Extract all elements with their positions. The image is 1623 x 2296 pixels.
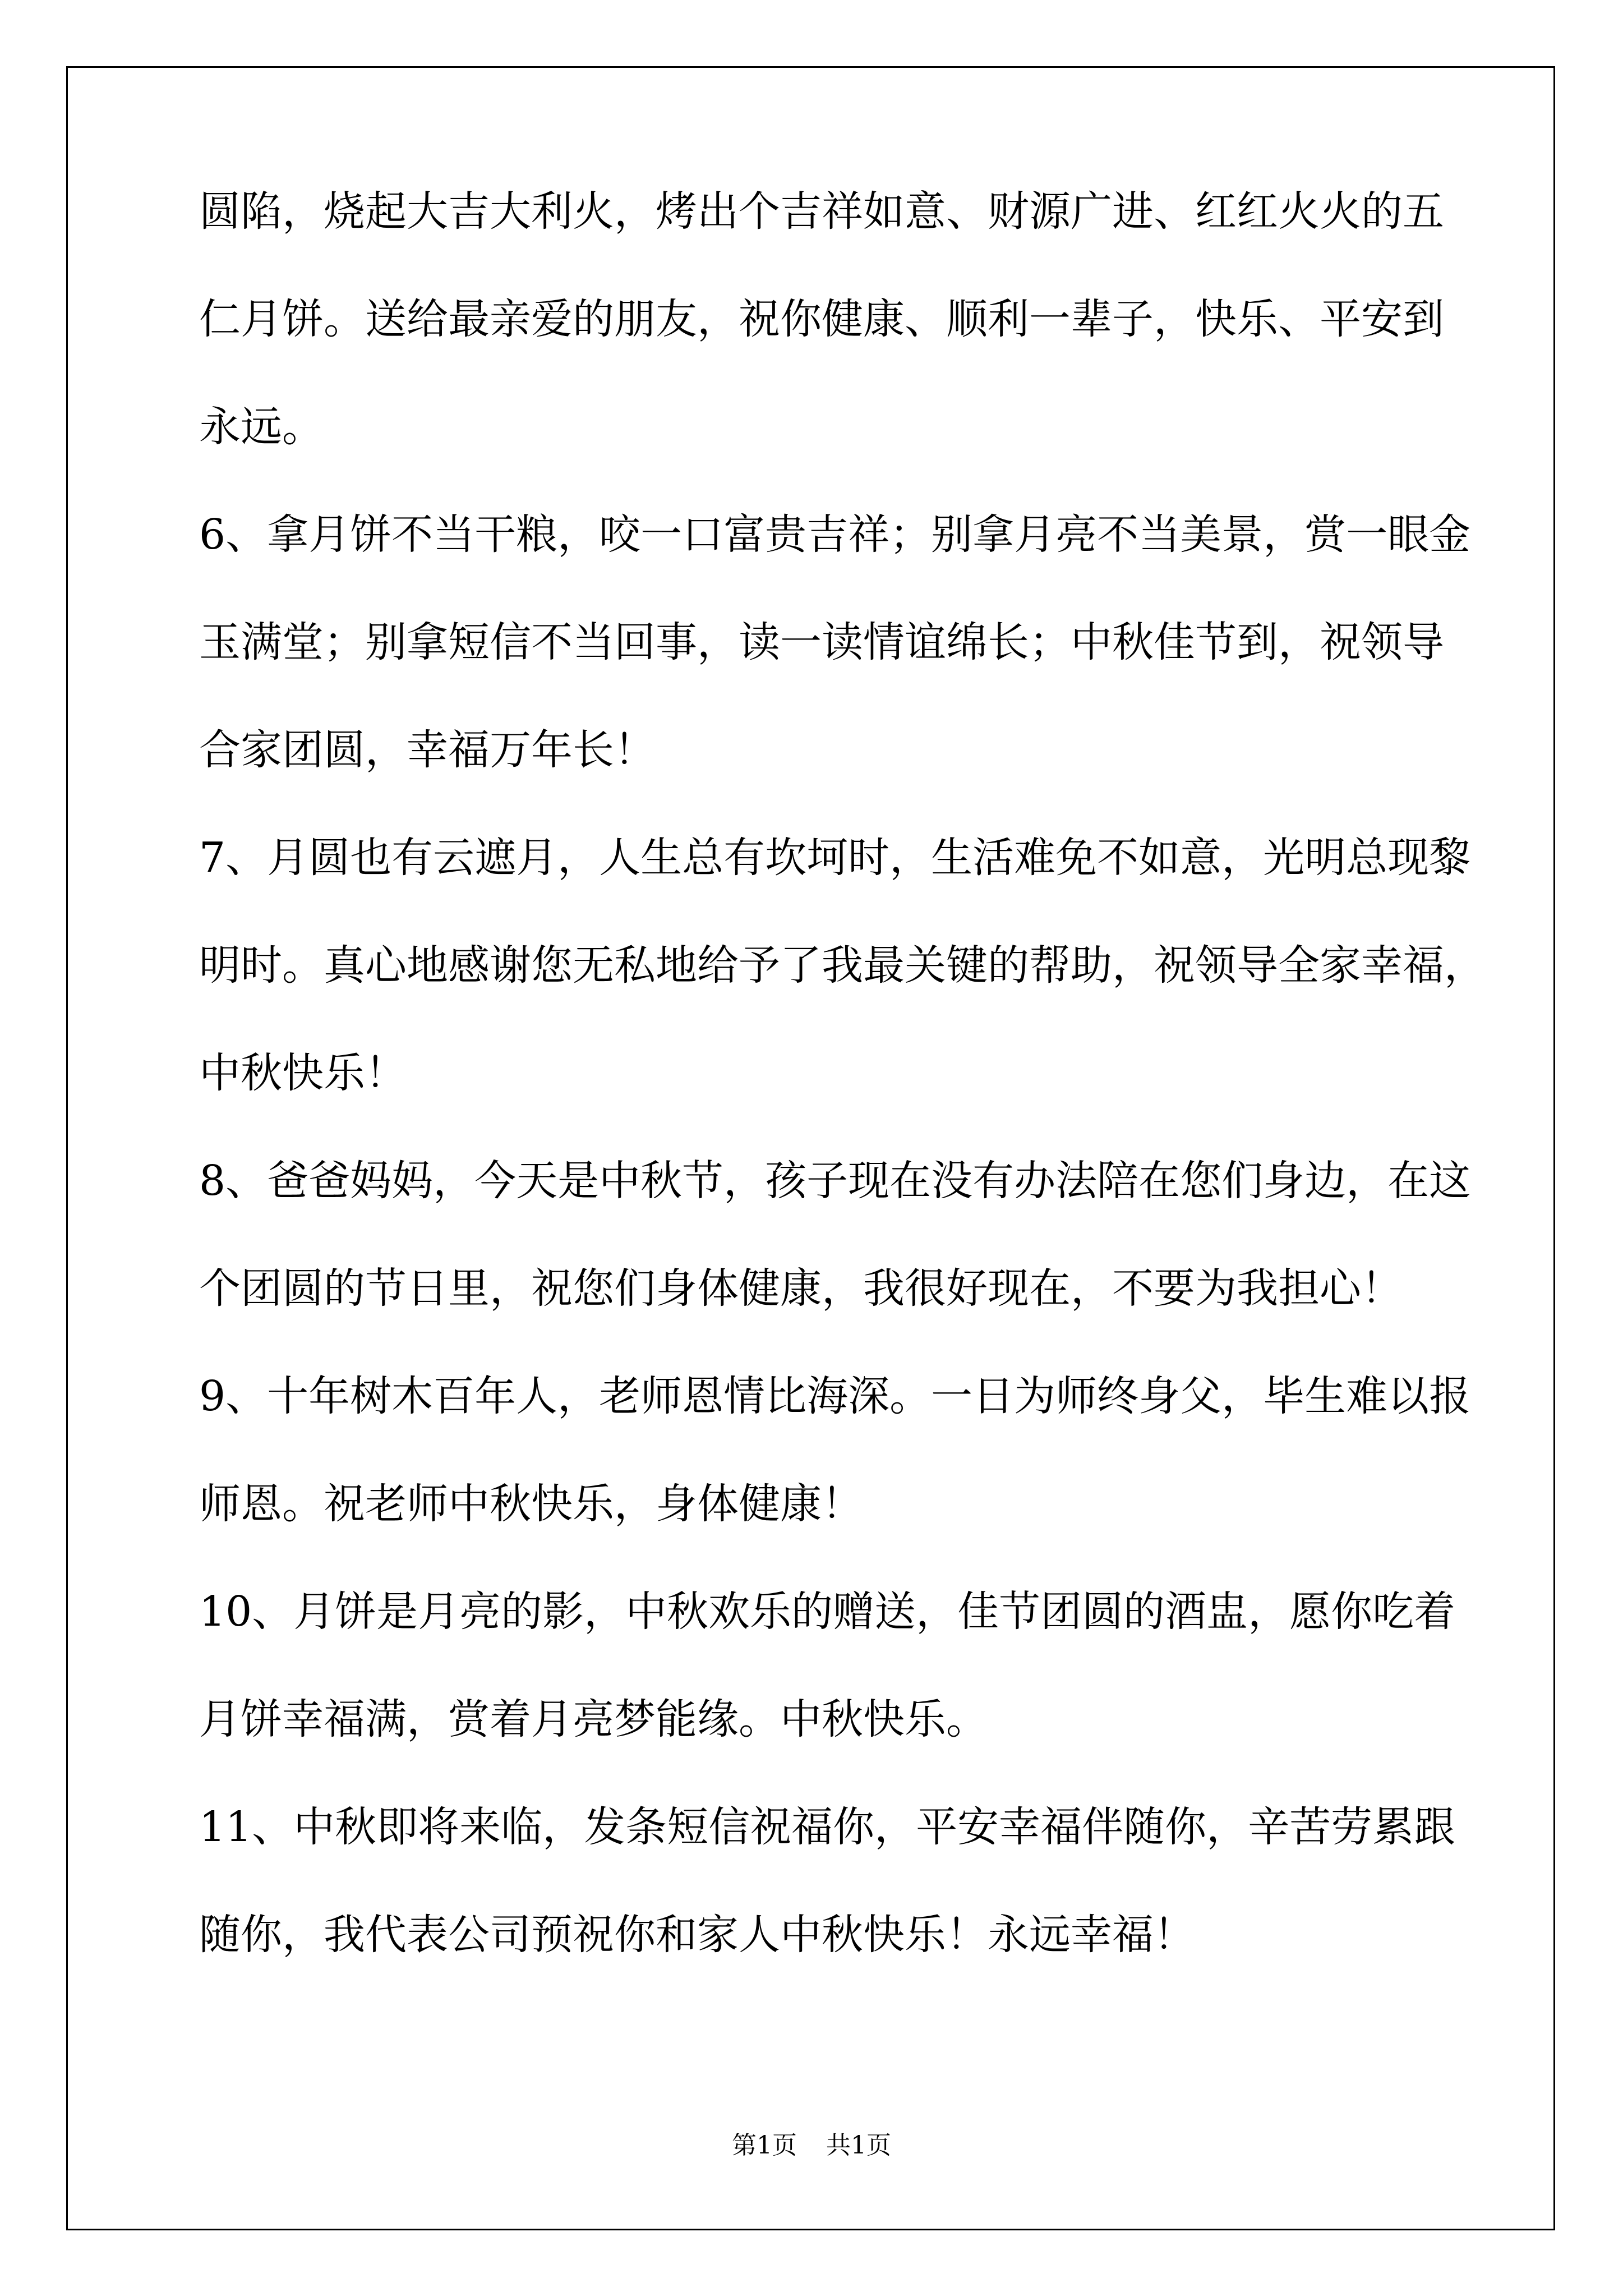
text-line: 8、爸爸妈妈，今天是中秋节，孩子现在没有办法陪在您们身边，在这: [199, 1157, 1471, 1205]
text-line: 随你，我代表公司预祝你和家人中秋快乐！永远幸福！: [199, 1911, 1195, 1959]
text-line: 6、拿月饼不当干粮，咬一口富贵吉祥；别拿月亮不当美景，赏一眼金: [199, 510, 1471, 559]
text-line: 明时。真心地感谢您无私地给予了我最关键的帮助，祝领导全家幸福，: [199, 941, 1486, 990]
text-line: 永远。: [199, 403, 324, 451]
text-line: 月饼幸福满，赏着月亮梦能缘。中秋快乐。: [199, 1695, 988, 1743]
text-line: 10、月饼是月亮的影，中秋欢乐的赠送，佳节团圆的酒盅，愿你吃着: [199, 1588, 1456, 1636]
page-number-total: 共1页: [826, 2131, 891, 2160]
page-footer: [0, 2132, 1623, 2160]
text-line: 师恩。祝老师中秋快乐，身体健康！: [199, 1480, 863, 1528]
text-line: 个团圆的节日里，祝您们身体健康，我很好现在，不要为我担心！: [199, 1264, 1403, 1313]
text-line: 9、十年树木百年人，老师恩情比海深。一日为师终身父，毕生难以报: [199, 1372, 1471, 1420]
text-line: 合家团圆，幸福万年长！: [199, 726, 656, 774]
text-line: 玉满堂；别拿短信不当回事，读一读情谊绵长；中秋佳节到，祝领导: [199, 618, 1444, 666]
text-line: 圆陷，烧起大吉大利火，烤出个吉祥如意、财源广进、红红火火的五: [199, 187, 1444, 236]
document-body: [199, 187, 1486, 2022]
text-line: 中秋快乐！: [199, 1049, 407, 1097]
text-line: 11、中秋即将来临，发条短信祝福你，平安幸福伴随你，辛苦劳累跟: [199, 1803, 1456, 1851]
page-number-current: 第1页: [732, 2131, 797, 2160]
text-line: 仁月饼。送给最亲爱的朋友，祝你健康、顺利一辈子，快乐、平安到: [199, 295, 1444, 343]
text-line: 7、月圆也有云遮月，人生总有坎坷时，生活难免不如意，光明总现黎: [199, 834, 1471, 882]
